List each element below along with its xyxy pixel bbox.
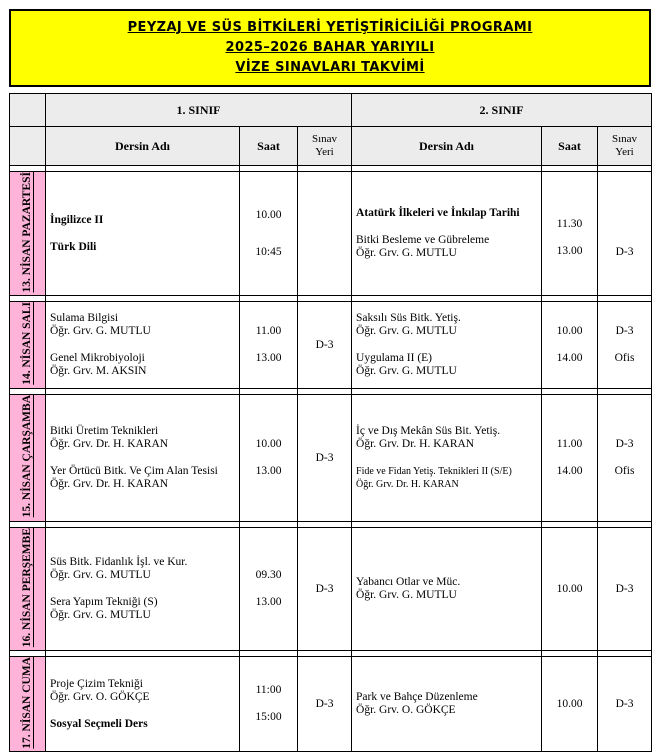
course-cell — [352, 172, 542, 296]
room-header-1-top: Sınav — [311, 133, 338, 145]
course-name: Yabancı Otlar ve Müc. — [356, 575, 461, 588]
instructor-name: Öğr. Grv. G. MUTLU — [356, 588, 457, 601]
time-cell — [240, 656, 298, 752]
course-cell — [352, 527, 542, 650]
course-cell — [352, 656, 542, 752]
class-2-header: 2. SINIF — [352, 94, 652, 127]
course-cell — [46, 302, 240, 389]
title-line-3: VİZE SINAVLARI TAKVİMİ — [235, 60, 425, 75]
day-row-thursday — [10, 527, 652, 650]
instructor-name: Öğr. Grv. O. GÖKÇE — [356, 704, 456, 717]
room-header-1-bottom: Yeri — [315, 146, 334, 158]
room-cell: D-3 — [298, 395, 352, 521]
time-cell — [240, 302, 298, 389]
time-cell — [240, 172, 298, 296]
exam-time: 11.30 — [556, 217, 583, 230]
exam-room: D-3 — [615, 246, 634, 259]
course-header-2: Dersin Adı — [352, 127, 542, 166]
time-cell: 10.00 — [542, 656, 598, 752]
course-name: Süs Bitk. Fidanlık İşl. ve Kur. — [50, 555, 188, 568]
day-label-wednesday: 15. NİSAN ÇARŞAMBA — [10, 395, 46, 521]
course-cell — [46, 656, 240, 752]
column-header-row — [10, 127, 652, 166]
room-cell: D-3 — [598, 527, 652, 650]
course-name: Sulama Bilgisi — [50, 312, 119, 325]
course-cell — [352, 302, 542, 389]
day-label-thursday: 16. NİSAN PERŞEMBE — [10, 527, 46, 650]
course-name: Bitki Üretim Teknikleri — [50, 424, 159, 437]
time-cell — [240, 527, 298, 650]
course-cell — [46, 172, 240, 296]
time-cell — [542, 172, 598, 296]
course-name: Uygulama II (E) — [356, 352, 433, 365]
instructor-name: Öğr. Grv. O. GÖKÇE — [50, 690, 150, 703]
instructor-name: Öğr. Grv. G. MUTLU — [356, 247, 457, 260]
course-name: Genel Mikrobiyoloji — [50, 352, 145, 365]
time-cell: 10.00 — [542, 527, 598, 650]
day-row-tuesday — [10, 302, 652, 389]
day-row-friday — [10, 656, 652, 752]
exam-time: 10.00 — [556, 325, 583, 338]
instructor-name: Öğr. Grv. G. MUTLU — [50, 568, 151, 581]
exam-time: 11.00 — [255, 325, 282, 338]
title-line-1: PEYZAJ VE SÜS BİTKİLERİ YETİŞTİRİCİLİĞİ PROGRAMI — [127, 20, 533, 35]
time-cell — [240, 395, 298, 521]
instructor-name: Öğr. Grv. M. AKSIN — [50, 365, 147, 378]
room-cell — [598, 395, 652, 521]
course-name: Yer Örtücü Bitk. Ve Çim Alan Tesisi — [50, 464, 218, 477]
day-label-friday: 17. NİSAN CUMA — [10, 656, 46, 752]
day-row-wednesday — [10, 395, 652, 521]
instructor-name: Öğr. Grv. Dr. H. KARAN — [50, 477, 169, 490]
course-name: Bitki Besleme ve Gübreleme — [356, 234, 490, 247]
instructor-name: Öğr. Grv. G. MUTLU — [50, 608, 151, 621]
instructor-name: Öğr. Grv. Dr. H. KARAN — [50, 437, 169, 450]
room-header-2-bottom: Yeri — [615, 146, 634, 158]
course-cell — [46, 527, 240, 650]
instructor-name: Öğr. Grv. G. MUTLU — [356, 365, 457, 378]
schedule-sheet — [9, 9, 651, 752]
course-name: Fide ve Fidan Yetiş. Teknikleri II (S/E) — [356, 465, 512, 477]
exam-time: 11:00 — [255, 684, 282, 697]
course-name: Saksılı Süs Bitk. Yetiş. — [356, 312, 461, 325]
day-label-monday: 13. NİSAN PAZARTESİ — [10, 172, 46, 296]
time-cell — [542, 302, 598, 389]
exam-room: Ofis — [614, 464, 635, 477]
course-cell — [46, 395, 240, 521]
instructor-name: Öğr. Grv. G. MUTLU — [356, 325, 457, 338]
course-name: Proje Çizim Tekniği — [50, 677, 143, 690]
instructor-name: Öğr. Grv. Dr. H. KARAN — [356, 437, 475, 450]
exam-time: 10.00 — [255, 208, 282, 221]
room-header-1 — [298, 127, 352, 166]
room-cell: D-3 — [298, 527, 352, 650]
exam-room: D-3 — [615, 325, 634, 338]
exam-time: 14.00 — [556, 352, 583, 365]
room-cell: D-3 — [298, 656, 352, 752]
exam-time: 13.00 — [255, 464, 282, 477]
exam-time: 11.00 — [556, 437, 583, 450]
exam-time: 10.00 — [255, 437, 282, 450]
exam-time: 09.30 — [255, 568, 282, 581]
room-cell — [598, 172, 652, 296]
exam-time: 14.00 — [556, 464, 583, 477]
room-cell — [598, 302, 652, 389]
course-cell — [352, 395, 542, 521]
room-header-2 — [598, 127, 652, 166]
day-row-monday — [10, 172, 652, 296]
exam-time: 10:45 — [255, 245, 282, 258]
title-box — [9, 9, 651, 87]
time-cell — [542, 395, 598, 521]
room-cell — [298, 172, 352, 296]
exam-time: 13.00 — [556, 244, 583, 257]
course-name: İç ve Dış Mekân Süs Bit. Yetiş. — [356, 424, 501, 437]
title-line-2: 2025–2026 BAHAR YARIYILI — [225, 40, 435, 55]
exam-room: Ofis — [614, 352, 635, 365]
corner-cell — [10, 94, 46, 127]
course-name: Sera Yapım Tekniği (S) — [50, 595, 158, 608]
exam-room: D-3 — [615, 437, 634, 450]
exam-time: 13.00 — [255, 352, 282, 365]
room-cell: D-3 — [298, 302, 352, 389]
exam-time: 15:00 — [255, 711, 282, 724]
course-name: Park ve Bahçe Düzenleme — [356, 691, 478, 704]
class-1-header: 1. SINIF — [46, 94, 352, 127]
time-header-1: Saat — [240, 127, 298, 166]
room-cell: D-3 — [598, 656, 652, 752]
instructor-name: Öğr. Grv. G. MUTLU — [50, 325, 151, 338]
time-header-2: Saat — [542, 127, 598, 166]
day-label-tuesday: 14. NİSAN SALI — [10, 302, 46, 389]
course-name: Sosyal Seçmeli Ders — [50, 717, 148, 730]
exam-table — [9, 93, 652, 752]
instructor-name: Öğr. Grv. Dr. H. KARAN — [356, 478, 459, 490]
exam-time: 13.00 — [255, 595, 282, 608]
course-header-1: Dersin Adı — [46, 127, 240, 166]
corner-cell-2 — [10, 127, 46, 166]
course-name: İngilizce II — [50, 213, 104, 226]
class-header-row — [10, 94, 652, 127]
course-name: Atatürk İlkeleri ve İnkılap Tarihi — [356, 207, 520, 220]
course-name: Türk Dili — [50, 240, 97, 253]
room-header-2-top: Sınav — [611, 133, 638, 145]
